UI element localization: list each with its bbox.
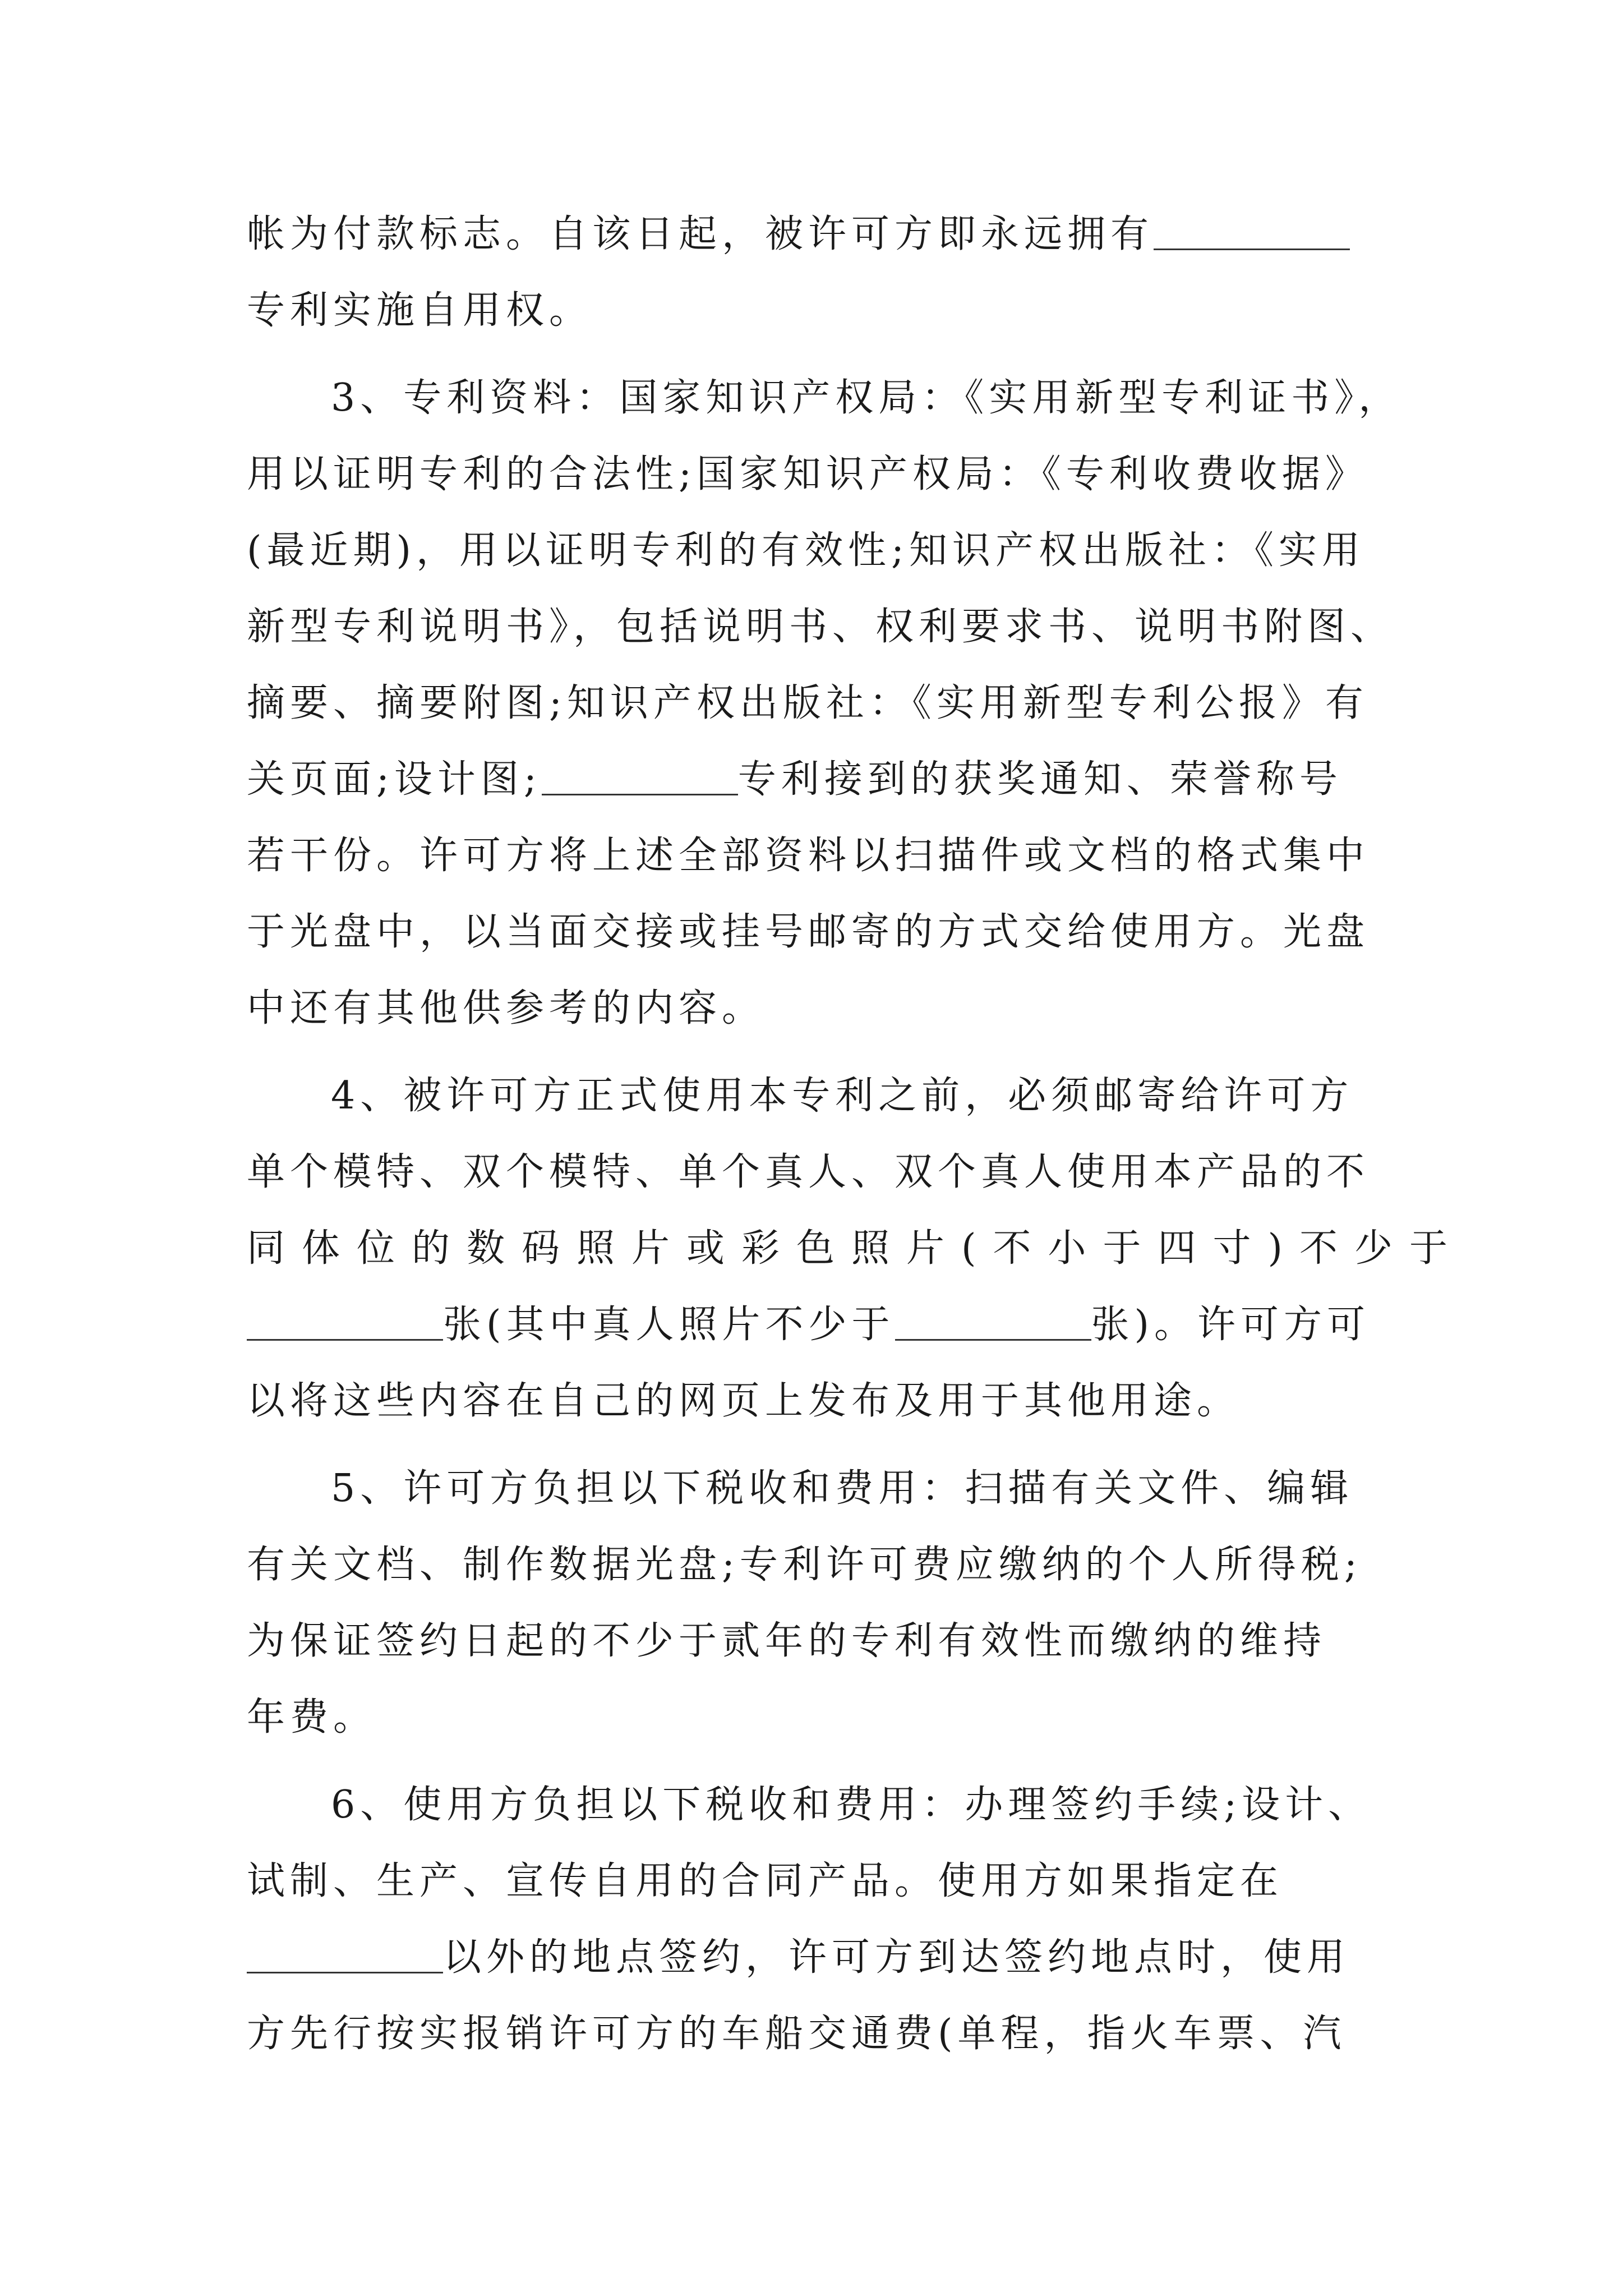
text-line bbox=[247, 360, 1402, 436]
fill-in-blank bbox=[895, 1305, 1091, 1341]
text-line bbox=[247, 970, 1380, 1047]
text-line bbox=[247, 1920, 1380, 1996]
text-segment: 6、使用方负担以下税收和费用：办理签约手续;设计、 bbox=[331, 1783, 1372, 1827]
text-segment: 若干份。许可方将上述全部资料以扫描件或文档的格式集中 bbox=[247, 834, 1370, 878]
text-segment: (最近期)，用以证明专利的有效性;知识产权出版社：《实用 bbox=[247, 528, 1365, 573]
text-line bbox=[247, 1527, 1380, 1603]
text-segment: 有关文档、制作数据光盘;专利许可费应缴纳的个人所得税; bbox=[247, 1543, 1362, 1587]
text-segment: 单个模特、双个模特、单个真人、双个真人使用本产品的不 bbox=[247, 1150, 1370, 1194]
fill-in-blank bbox=[542, 760, 738, 795]
text-line bbox=[247, 273, 1380, 349]
text-segment: 帐为付款标志。自该日起，被许可方即永远拥有 bbox=[247, 212, 1154, 256]
text-segment: 于光盘中，以当面交接或挂号邮寄的方式交给使用方。光盘 bbox=[247, 910, 1370, 954]
text-line bbox=[247, 1058, 1380, 1134]
text-segment: 4、被许可方正式使用本专利之前，必须邮寄给许可方 bbox=[331, 1074, 1354, 1118]
text-line bbox=[247, 196, 1380, 273]
text-segment: 年费。 bbox=[247, 1695, 377, 1740]
text-segment: 张(其中真人照片不少于 bbox=[443, 1303, 895, 1347]
paragraph-user-costs bbox=[247, 1767, 1380, 2072]
text-line bbox=[247, 589, 1394, 665]
paragraph-photos bbox=[247, 1058, 1465, 1439]
text-line bbox=[247, 665, 1380, 742]
text-segment: 以外的地点签约，许可方到达签约地点时，使用 bbox=[443, 1935, 1350, 1980]
text-line bbox=[247, 1134, 1380, 1211]
text-line bbox=[247, 1451, 1380, 1527]
text-segment: 中还有其他供参考的内容。 bbox=[247, 986, 766, 1030]
text-segment: 摘要、摘要附图;知识产权出版社：《实用新型专利公报》有 bbox=[247, 681, 1368, 725]
text-line bbox=[247, 1211, 1465, 1287]
text-segment: 张)。许可方可 bbox=[1091, 1303, 1371, 1347]
text-segment: 方先行按实报销许可方的车船交通费(单程，指火车票、汽 bbox=[247, 2012, 1347, 2056]
text-segment: 5、许可方负担以下税收和费用：扫描有关文件、编辑 bbox=[331, 1466, 1354, 1511]
text-line bbox=[247, 1767, 1380, 1843]
paragraph-payment bbox=[247, 196, 1380, 349]
document-page bbox=[247, 196, 1465, 2072]
text-line bbox=[247, 742, 1380, 818]
text-segment: 关页面;设计图; bbox=[247, 757, 542, 802]
text-segment: 新型专利说明书》，包括说明书、权利要求书、说明书附图、 bbox=[247, 605, 1394, 649]
text-segment: 专利实施自用权。 bbox=[247, 288, 593, 333]
text-segment: 3、专利资料：国家知识产权局：《实用新型专利证书》， bbox=[331, 376, 1402, 420]
text-line bbox=[247, 1603, 1380, 1680]
text-line bbox=[247, 894, 1380, 970]
text-line bbox=[247, 513, 1380, 589]
paragraph-patent-materials bbox=[247, 360, 1402, 1047]
fill-in-blank bbox=[247, 1938, 443, 1973]
text-segment: 用以证明专利的合法性;国家知识产权局：《专利收费收据》 bbox=[247, 452, 1368, 496]
text-line bbox=[247, 1363, 1380, 1439]
text-line bbox=[247, 1287, 1380, 1363]
text-segment: 以将这些内容在自己的网页上发布及用于其他用途。 bbox=[247, 1379, 1241, 1423]
text-line bbox=[247, 436, 1380, 513]
text-line bbox=[247, 1996, 1380, 2072]
text-segment: 为保证签约日起的不少于贰年的专利有效性而缴纳的维持 bbox=[247, 1619, 1327, 1663]
text-line bbox=[247, 1843, 1380, 1920]
text-segment: 专利接到的获奖通知、荣誉称号 bbox=[737, 757, 1343, 802]
text-segment: 同体位的数码照片或彩色照片(不小于四寸)不少于 bbox=[247, 1226, 1465, 1271]
fill-in-blank bbox=[247, 1305, 443, 1341]
fill-in-blank bbox=[1154, 215, 1350, 250]
text-segment: 试制、生产、宣传自用的合同产品。使用方如果指定在 bbox=[247, 1859, 1284, 1903]
text-line bbox=[247, 818, 1380, 894]
text-line bbox=[247, 1680, 1380, 1756]
paragraph-licensor-costs bbox=[247, 1451, 1380, 1756]
